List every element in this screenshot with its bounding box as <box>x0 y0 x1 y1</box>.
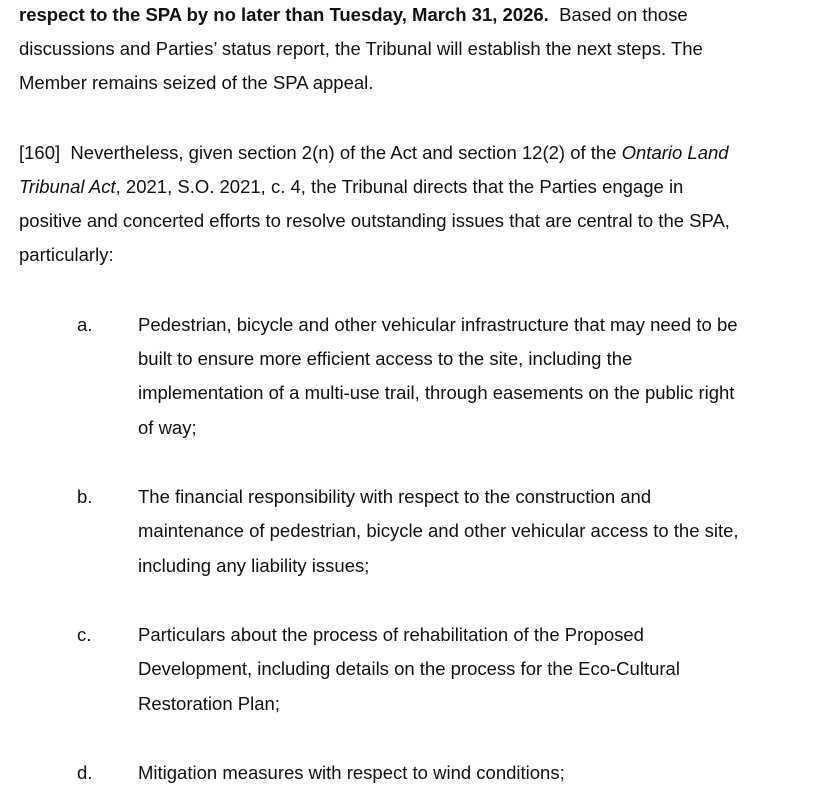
para-160-line-2 <box>19 176 683 198</box>
list-item-a-line: built to ensure more efficient access to the site, including the <box>138 348 633 369</box>
para-160-line-2-rest: , 2021, S.O. 2021, c. 4, the Tribunal directs that the Parties engage in <box>115 176 684 197</box>
intro-deadline-bold: respect to the SPA by no later than Tuesday, March 31, 2026. <box>19 4 549 25</box>
list-item-d-letter: d. <box>77 762 93 783</box>
list-item-a-letter: a. <box>77 314 93 335</box>
para-160-line-1 <box>19 142 729 164</box>
list-item-c-line: Development, including details on the process for the Eco-Cultural <box>138 658 680 679</box>
intro-line-3: Member remains seized of the SPA appeal. <box>19 72 374 93</box>
para-160-number-text: [160] Nevertheless, given section 2(n) of the Act and section 12(2) of the <box>19 142 622 163</box>
para-160-line-4: particularly: <box>19 244 114 265</box>
act-title-italic-1: Ontario Land <box>621 142 729 163</box>
intro-line-2: discussions and Parties’ status report, the Tribunal will establish the next steps. The <box>19 38 703 59</box>
list-item-b-line: The financial responsibility with respect to the construction and <box>138 486 652 507</box>
list-item-b-line: maintenance of pedestrian, bicycle and other vehicular access to the site, <box>138 520 739 541</box>
list-item-b-line: including any liability issues; <box>138 555 370 576</box>
list-item-d-line: Mitigation measures with respect to wind conditions; <box>138 762 565 783</box>
para-160-line-3: positive and concerted efforts to resolve outstanding issues that are central to the SPA, <box>19 210 730 231</box>
list-item-c-line: Particulars about the process of rehabilitation of the Proposed <box>138 624 644 645</box>
list-item-c-letter: c. <box>77 624 92 645</box>
intro-line-1-rest: Based on those <box>548 4 688 25</box>
act-title-italic-2: Tribunal Act <box>19 176 116 197</box>
intro-line-1 <box>19 4 688 26</box>
list-item-a-line: implementation of a multi-use trail, through easements on the public right <box>138 382 735 403</box>
list-item-c-line: Restoration Plan; <box>138 693 280 714</box>
list-item-a-line: Pedestrian, bicycle and other vehicular infrastructure that may need to be <box>138 314 738 335</box>
list-item-b-letter: b. <box>77 486 93 507</box>
list-item-a-line: of way; <box>138 417 197 438</box>
